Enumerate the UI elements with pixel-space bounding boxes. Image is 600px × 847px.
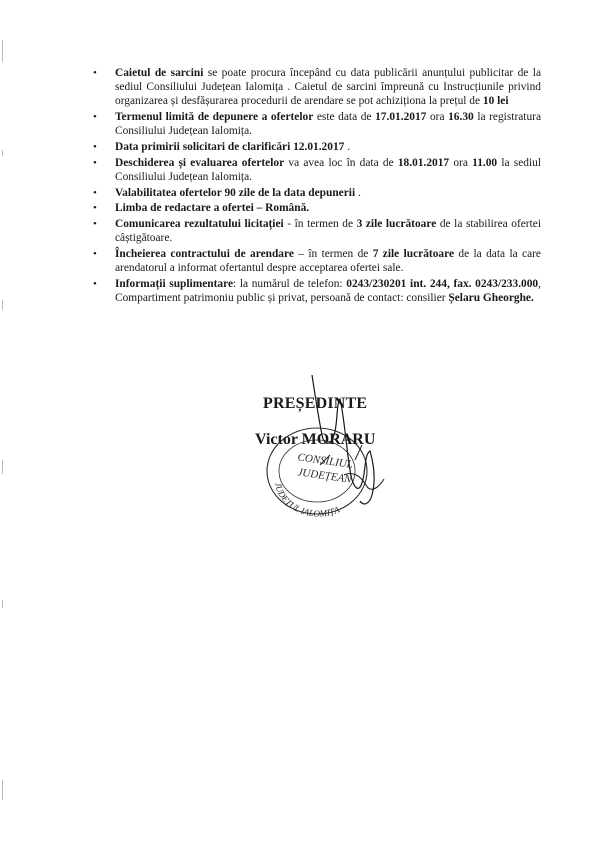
bullet-icon: • (93, 202, 97, 215)
bullet-icon: • (93, 218, 97, 231)
body-text: de la data la care arendatorul a informat ofertantul despre acceptarea ofertei sale. (115, 247, 541, 275)
bold-text: Deschiderea și evaluarea ofertelor (115, 156, 285, 169)
bullet-icon: • (93, 111, 97, 124)
body-text: - în termen de (283, 218, 357, 231)
body-text: este data de (313, 111, 376, 124)
bold-text: 18.01.2017 (397, 156, 450, 169)
body-text: va avea loc în data de (284, 156, 398, 169)
bold-text: 11.00 (472, 156, 498, 169)
bullet-icon: • (93, 141, 97, 154)
body-text: ora (426, 111, 449, 124)
bold-text: Data primirii solicitari de clarificări 12.01.2017 (115, 141, 345, 154)
seal-text-1: CONSILIUL (296, 451, 354, 471)
bullet-icon: • (93, 156, 97, 169)
bold-text: Comunicarea rezultatului licitației (115, 218, 284, 231)
body-text: . (355, 186, 361, 199)
bold-text: 17.01.2017 (375, 111, 427, 124)
condition-item (93, 140, 541, 154)
condition-item (93, 277, 541, 305)
condition-item (93, 110, 541, 138)
signature-title: PREȘEDINTE (263, 395, 368, 412)
body-text: : la numărul de telefon: (233, 277, 347, 290)
condition-item (93, 66, 541, 109)
bold-text: 3 zile lucrătoare (356, 218, 437, 231)
condition-item (93, 247, 541, 275)
body-text: , Compartiment patrimoniu public și privat, persoană de contact: consilier (115, 277, 541, 305)
bold-text: 16.30 (448, 111, 474, 124)
bullet-icon: • (93, 247, 97, 260)
condition-item (93, 217, 541, 245)
bullet-icon: • (93, 277, 97, 290)
body-text: ora (449, 156, 473, 169)
seal-text-2: JUDEȚEAN (296, 466, 353, 486)
bold-text: 7 zile lucrătoare (372, 247, 454, 260)
condition-item (93, 201, 541, 215)
body-text: . (344, 141, 351, 154)
bullet-icon: • (93, 186, 97, 199)
signature-block (255, 395, 535, 525)
body-text: de la stabilirea ofertei câștigătoare. (115, 218, 541, 245)
bold-text: 10 lei (482, 95, 509, 108)
seal-text-3: JUDEȚUL IALOMIȚA (272, 481, 341, 519)
bold-text: Limba de redactare a ofertei – Română. (115, 202, 310, 215)
body-text: se poate procura începând cu data publicării anunțului publicitar de la sediul Consiliului Județean Ialomița . Caietul de sarcini împreună cu Instrucțiunile privind organizarea și desfășurarea procedurii de arendare se pot achiziționa la prețul de (115, 67, 541, 108)
handwritten-signature (300, 375, 390, 515)
bold-text: Valabilitatea ofertelor 90 zile de la data depunerii (115, 186, 356, 199)
bold-text: Informații suplimentare (115, 277, 233, 290)
signature-name: Victor MORARU (255, 431, 376, 448)
condition-item (93, 186, 541, 200)
bold-text: Încheierea contractului de arendare (115, 247, 294, 260)
bold-text: 0243/230201 int. 244, fax. 0243/233.000 (346, 277, 539, 290)
bold-text: Caietul de sarcini (115, 67, 204, 79)
bold-text: Termenul limită de depunere a ofertelor (115, 111, 314, 124)
body-text: – în termen de (293, 247, 373, 260)
bold-text: Șelaru Gheorghe. (448, 292, 534, 305)
body-text: la registratura Consiliului Județean Ialomița. (115, 111, 542, 138)
conditions-list (93, 66, 541, 307)
bullet-icon: • (93, 67, 97, 79)
page-edge-marks (2, 0, 6, 847)
condition-item (93, 156, 541, 184)
body-text: la sediul Consiliului Județean Ialomița. (115, 156, 542, 183)
